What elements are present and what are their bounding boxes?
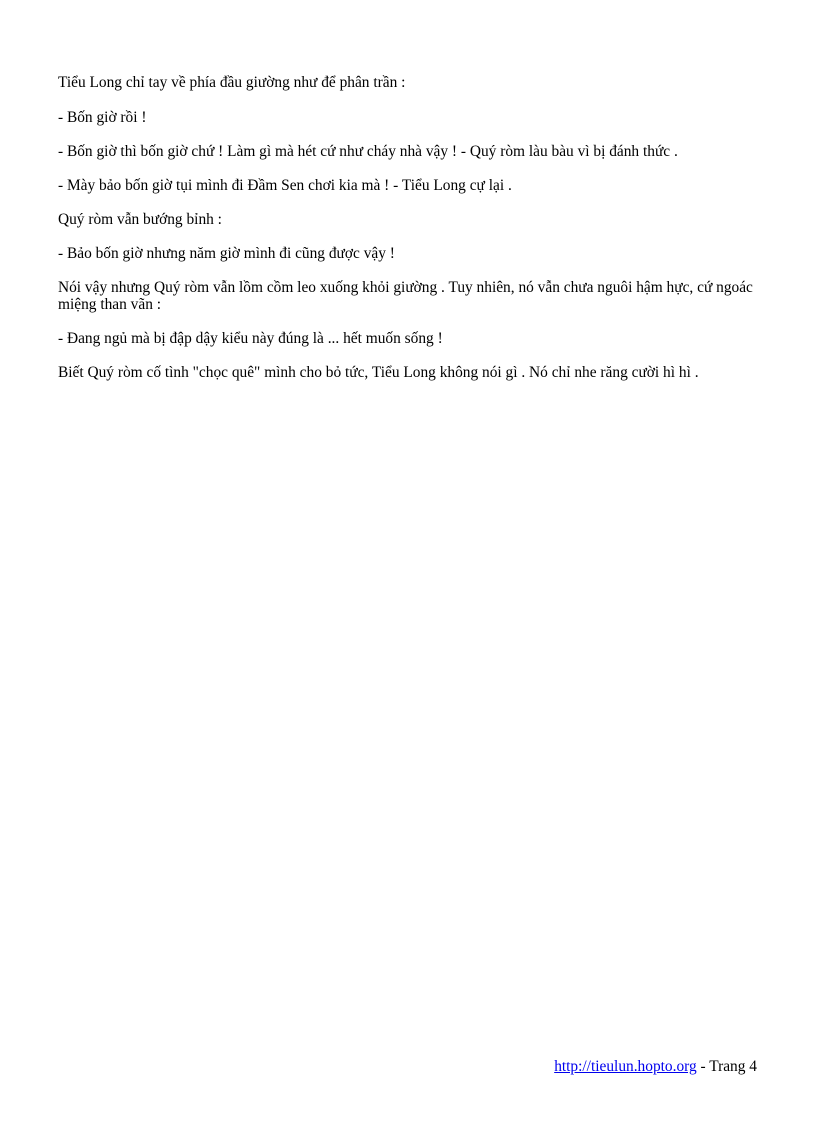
- footer-site-link[interactable]: http://tieulun.hopto.org: [554, 1058, 697, 1075]
- footer-page-number: - Trang 4: [696, 1058, 757, 1075]
- paragraph-4: - Mày bảo bốn giờ tụi mình đi Đầm Sen chơi kia mà ! - Tiểu Long cự lại .: [58, 177, 512, 194]
- paragraph-2: - Bốn giờ rồi !: [58, 109, 147, 126]
- paragraph-3: - Bốn giờ thì bốn giờ chứ ! Làm gì mà hét cứ như cháy nhà vậy ! - Quý ròm làu bàu vì bị đánh thức .: [58, 143, 678, 160]
- paragraph-7: Nói vậy nhưng Quý ròm vẫn lồm cồm leo xuống khỏi giường . Tuy nhiên, nó vẫn chưa nguôi hậm hực, cứ ngoác miệng than vãn :: [58, 279, 753, 313]
- story-text: [58, 74, 758, 398]
- page-footer: [500, 1058, 757, 1076]
- paragraph-9: Biết Quý ròm cố tình "chọc quê" mình cho bỏ tức, Tiểu Long không nói gì . Nó chỉ nhe răng cười hì hì .: [58, 364, 699, 381]
- paragraph-6: - Bảo bốn giờ nhưng năm giờ mình đi cũng được vậy !: [58, 245, 395, 262]
- paragraph-1: Tiểu Long chỉ tay về phía đầu giường như để phân trần :: [58, 74, 406, 91]
- paragraph-5: Quý ròm vẫn bướng bỉnh :: [58, 211, 222, 228]
- paragraph-8: - Đang ngủ mà bị đập dậy kiểu này đúng là ... hết muốn sống !: [58, 330, 443, 347]
